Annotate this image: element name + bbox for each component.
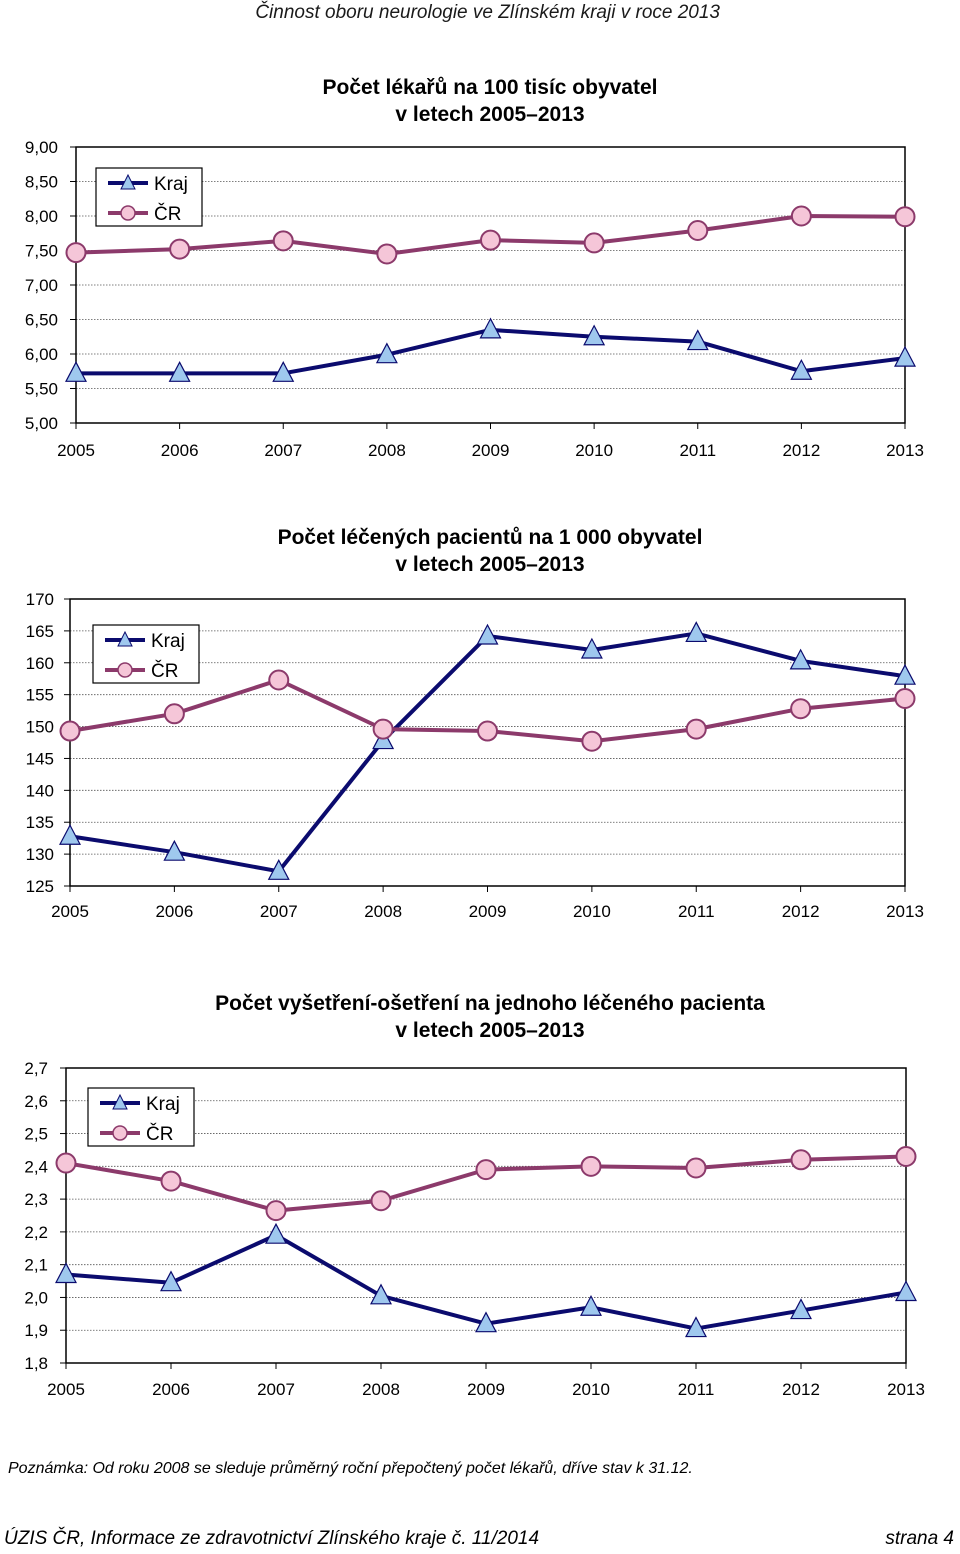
- y-tick-label: 7,50: [24, 241, 58, 261]
- y-tick-label: 130: [25, 845, 54, 865]
- y-tick-label: 6,00: [24, 345, 58, 364]
- chart-title-line: Počet vyšetření-ošetření na jednoho léčeného pacienta: [215, 992, 765, 1015]
- data-point-cr: [582, 732, 601, 751]
- x-tick-label: 2006: [152, 1380, 190, 1399]
- data-point-kraj: [56, 1264, 76, 1283]
- data-point-cr: [267, 1201, 286, 1220]
- data-point-cr: [687, 1158, 706, 1177]
- y-tick-label: 2,2: [24, 1222, 48, 1242]
- data-point-cr: [897, 1147, 916, 1166]
- x-tick-label: 2012: [782, 1380, 820, 1399]
- data-point-cr: [582, 1157, 601, 1176]
- data-point-cr: [170, 240, 189, 259]
- x-tick-label: 2006: [155, 902, 194, 921]
- data-point-cr: [165, 704, 184, 723]
- y-tick-label: 2,0: [24, 1288, 48, 1308]
- legend-label-cr: ČR: [154, 204, 182, 225]
- legend-marker-cr: [121, 206, 135, 220]
- y-tick-label: 160: [25, 653, 54, 673]
- data-point-cr: [477, 1160, 496, 1179]
- data-point-cr: [896, 689, 915, 708]
- footer-page-number: strana 4: [885, 1528, 954, 1549]
- y-tick-label: 2,3: [24, 1190, 48, 1210]
- x-tick-label: 2006: [160, 441, 199, 460]
- x-tick-label: 2009: [468, 902, 507, 921]
- x-tick-label: 2007: [257, 1380, 295, 1399]
- x-tick-label: 2009: [467, 1380, 505, 1399]
- data-point-cr: [61, 722, 80, 741]
- y-tick-label: 6,50: [24, 310, 58, 330]
- x-tick-label: 2008: [362, 1380, 400, 1399]
- footnote: Poznámka: Od roku 2008 se sleduje průměrný roční přepočtený počet lékařů, dříve stav k 31.12.: [8, 1460, 693, 1477]
- page-header: Činnost oboru neurologie ve Zlínském kraji v roce 2013: [255, 2, 720, 23]
- x-tick-label: 2010: [572, 902, 611, 921]
- chart-title-line: v letech 2005–2013: [395, 553, 585, 576]
- data-point-cr: [269, 670, 288, 689]
- y-tick-label: 2,7: [24, 1059, 48, 1078]
- data-point-cr: [585, 233, 604, 252]
- y-tick-label: 125: [25, 877, 54, 896]
- x-tick-label: 2013: [887, 1380, 925, 1399]
- y-tick-label: 8,00: [24, 207, 58, 226]
- y-tick-label: 145: [25, 749, 54, 769]
- x-tick-label: 2010: [575, 441, 614, 460]
- x-tick-label: 2005: [51, 902, 89, 921]
- chart-title-line: v letech 2005–2013: [395, 1019, 585, 1042]
- y-tick-label: 5,50: [24, 379, 58, 399]
- y-tick-label: 1,9: [24, 1321, 48, 1341]
- x-tick-label: 2007: [259, 902, 298, 921]
- data-point-cr: [372, 1191, 391, 1210]
- legend-label-cr: ČR: [146, 1124, 174, 1145]
- data-point-kraj: [686, 622, 706, 641]
- legend-label-kraj: Kraj: [146, 1094, 180, 1115]
- data-point-kraj: [266, 1224, 286, 1243]
- y-tick-label: 140: [25, 781, 54, 801]
- chart-physicians: [0, 60, 960, 540]
- legend-marker-cr: [113, 1126, 127, 1140]
- x-tick-label: 2005: [47, 1380, 85, 1399]
- data-point-cr: [688, 221, 707, 240]
- data-point-cr: [67, 243, 86, 262]
- x-tick-label: 2012: [781, 902, 820, 921]
- x-tick-label: 2008: [367, 441, 406, 460]
- data-point-kraj: [478, 625, 498, 644]
- y-tick-label: 2,4: [24, 1157, 48, 1177]
- y-tick-label: 2,6: [24, 1091, 48, 1111]
- legend-label-kraj: Kraj: [151, 631, 185, 652]
- data-point-kraj: [895, 347, 915, 366]
- y-tick-label: 135: [25, 813, 54, 833]
- data-point-cr: [374, 720, 393, 739]
- y-tick-label: 165: [25, 621, 54, 641]
- x-tick-label: 2011: [677, 902, 715, 921]
- legend-label-kraj: Kraj: [154, 174, 188, 195]
- data-point-kraj: [371, 1285, 391, 1304]
- data-point-cr: [57, 1154, 76, 1173]
- data-point-cr: [162, 1172, 181, 1191]
- y-tick-label: 150: [25, 717, 54, 737]
- x-tick-label: 2007: [264, 441, 303, 460]
- data-point-cr: [792, 1150, 811, 1169]
- x-tick-label: 2011: [677, 1380, 715, 1399]
- y-tick-label: 5,00: [24, 414, 58, 433]
- x-tick-label: 2009: [471, 441, 510, 460]
- chart-title-line: Počet lékařů na 100 tisíc obyvatel: [322, 76, 658, 99]
- x-tick-label: 2013: [886, 441, 924, 460]
- footer-source: ÚZIS ČR, Informace ze zdravotnictví Zlínského kraje č. 11/2014: [4, 1528, 540, 1549]
- y-tick-label: 2,5: [24, 1124, 48, 1144]
- chart-title-line: Počet léčených pacientů na 1 000 obyvatel: [277, 526, 703, 549]
- y-tick-label: 9,00: [24, 138, 58, 157]
- data-point-cr: [481, 231, 500, 250]
- y-tick-label: 2,1: [24, 1255, 48, 1275]
- x-tick-label: 2005: [57, 441, 95, 460]
- legend-marker-cr: [118, 663, 132, 677]
- chart-examinations: [0, 970, 960, 1410]
- y-tick-label: 1,8: [24, 1354, 48, 1373]
- chart-title-line: v letech 2005–2013: [395, 103, 585, 126]
- data-point-kraj: [896, 1282, 916, 1301]
- legend-label-cr: ČR: [151, 661, 179, 682]
- data-point-cr: [377, 244, 396, 263]
- x-tick-label: 2013: [886, 902, 924, 921]
- y-tick-label: 8,50: [24, 172, 58, 192]
- x-tick-label: 2008: [364, 902, 403, 921]
- x-tick-label: 2010: [572, 1380, 610, 1399]
- data-point-cr: [791, 699, 810, 718]
- data-point-cr: [687, 720, 706, 739]
- y-tick-label: 155: [25, 685, 54, 705]
- data-point-cr: [896, 207, 915, 226]
- y-tick-label: 170: [25, 590, 54, 609]
- data-point-cr: [792, 207, 811, 226]
- data-point-cr: [478, 722, 497, 741]
- x-tick-label: 2011: [679, 441, 717, 460]
- data-point-cr: [274, 231, 293, 250]
- data-point-kraj: [581, 1296, 601, 1315]
- y-tick-label: 7,00: [24, 276, 58, 295]
- x-tick-label: 2012: [782, 441, 821, 460]
- chart-patients: [0, 510, 960, 940]
- data-point-kraj: [60, 825, 80, 844]
